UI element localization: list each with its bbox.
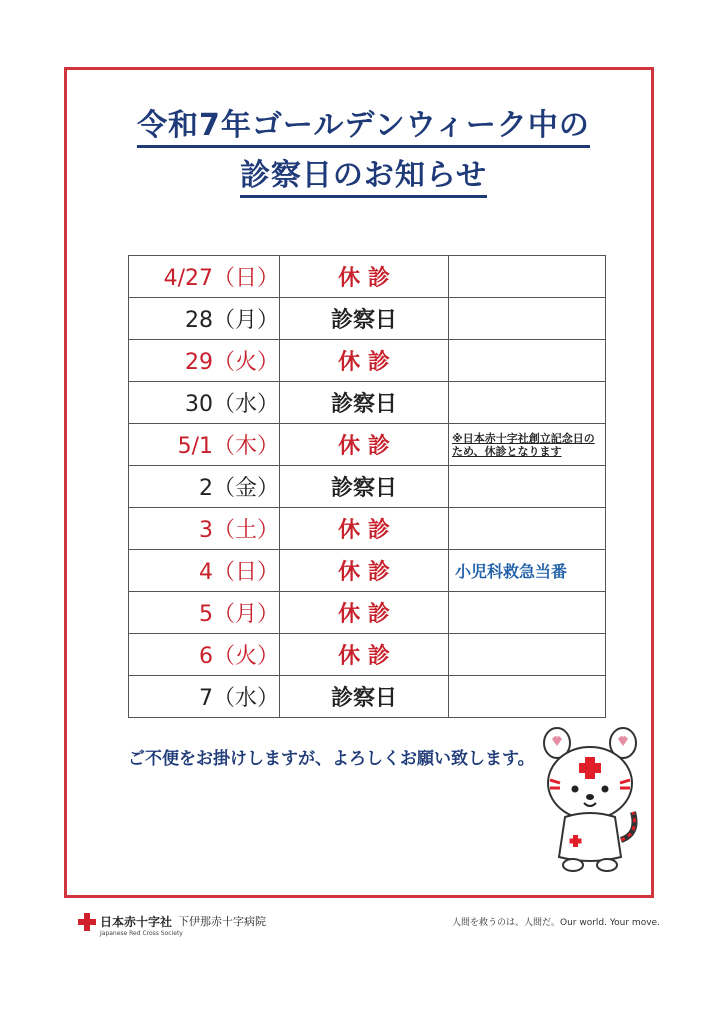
- date-cell: 28（月）: [129, 298, 280, 340]
- note-cell: [449, 466, 606, 508]
- status-cell: 診察日: [280, 466, 449, 508]
- note-cell: [449, 592, 606, 634]
- status-cell: 休 診: [280, 340, 449, 382]
- status-cell: 診察日: [280, 298, 449, 340]
- table-row: [129, 508, 606, 550]
- table-row: [129, 298, 606, 340]
- status-cell: 休 診: [280, 634, 449, 676]
- hospital-name: 下伊那赤十字病院: [178, 915, 266, 928]
- note-cell: [449, 298, 606, 340]
- founding-day-note: ※日本赤十字社創立記念日のため、休診となります: [452, 431, 595, 458]
- date-cell: 3（土）: [129, 508, 280, 550]
- schedule-table: [128, 255, 606, 718]
- note-cell: [449, 508, 606, 550]
- table-row: [129, 382, 606, 424]
- status-cell: 休 診: [280, 256, 449, 298]
- date-cell: 4/27（日）: [129, 256, 280, 298]
- table-row: [129, 340, 606, 382]
- red-cross-mascot-image: [535, 725, 645, 875]
- note-cell: [449, 256, 606, 298]
- note-cell: [449, 676, 606, 718]
- note-cell: [449, 550, 606, 592]
- date-cell: 30（水）: [129, 382, 280, 424]
- closing-message: ご不便をお掛けしますが、よろしくお願い致します。: [128, 749, 535, 769]
- status-cell: 診察日: [280, 676, 449, 718]
- title-line-1: 令和7年ゴールデンウィーク中の: [0, 100, 727, 144]
- date-cell: 2（金）: [129, 466, 280, 508]
- table-row: [129, 466, 606, 508]
- jrc-logo: [78, 911, 183, 937]
- date-cell: 29（火）: [129, 340, 280, 382]
- table-row: [129, 592, 606, 634]
- date-cell: 4（日）: [129, 550, 280, 592]
- table-row: [129, 424, 606, 466]
- table-row: [129, 256, 606, 298]
- note-cell: [449, 382, 606, 424]
- status-cell: 診察日: [280, 382, 449, 424]
- table-row: [129, 634, 606, 676]
- slogan: 人間を救うのは、人間だ。Our world. Your move.: [452, 918, 660, 928]
- org-name: 日本赤十字社: [100, 915, 173, 929]
- status-cell: 休 診: [280, 508, 449, 550]
- status-cell: 休 診: [280, 424, 449, 466]
- status-cell: 休 診: [280, 550, 449, 592]
- date-cell: 5（月）: [129, 592, 280, 634]
- org-name-en: Japanese Red Cross Society: [100, 930, 183, 937]
- date-cell: 6（火）: [129, 634, 280, 676]
- status-cell: 休 診: [280, 592, 449, 634]
- note-cell: [449, 340, 606, 382]
- title-line-2: 診察日のお知らせ: [0, 150, 727, 194]
- pediatric-duty-note: 小児科救急当番: [455, 562, 568, 581]
- table-row: [129, 676, 606, 718]
- note-cell: [449, 634, 606, 676]
- red-cross-icon: [78, 913, 96, 931]
- date-cell: 5/1（木）: [129, 424, 280, 466]
- note-cell: [449, 424, 606, 466]
- table-row: [129, 550, 606, 592]
- date-cell: 7（水）: [129, 676, 280, 718]
